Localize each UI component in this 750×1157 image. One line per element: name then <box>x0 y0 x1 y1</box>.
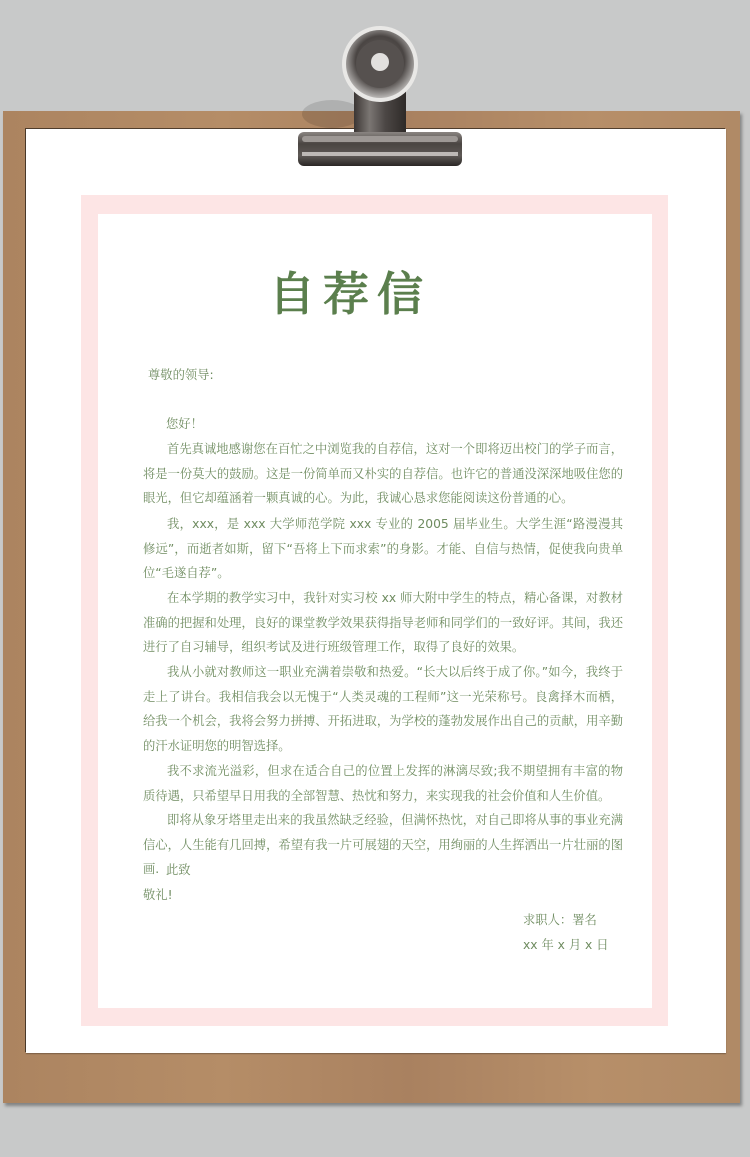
greeting: 您好！ <box>166 417 203 431</box>
paragraph-4: 我从小就对教师这一职业充满着崇敬和热爱。“长大以后终于成了你。”如今，我终于走上了讲台。我相信我会以无愧于“人类灵魂的工程师”这一光荣称号。良禽择木而栖，给我一个机会，我将会努力拼搏、开拓进取，为学校的蓬勃发展作出自己的贡献，用辛勤的汗水证明您的明智选择。 <box>143 665 623 754</box>
paragraph-2: 我，xxx，是 xxx 大学师范学院 xxx 专业的 2005 届毕业生。大学生涯“路漫漫其修远”，而逝者如斯，留下“吾将上下而求索”的身影。才能、自信与热情，促使我向贵单位“毛遂自荐”。 <box>143 517 623 581</box>
salutation: 尊敬的领导: <box>148 368 214 382</box>
closing-line-2: 敬礼! <box>143 888 173 902</box>
paragraph-1: 首先真诚地感谢您在百忙之中浏览我的自荐信，这对一个即将迈出校门的学子而言，将是一份莫大的鼓励。这是一份简单而又朴实的自荐信。也许它的普通没深深地吸住您的眼光，但它却蕴涵着一颗真诚的心。为此，我诚心恳求您能阅读这份普通的心。 <box>143 442 623 506</box>
paragraph-6: 即将从象牙塔里走出来的我虽然缺乏经验，但满怀热忱，对自己即将从事的事业充满信心，人生能有几回搏，希望有我一片可展翅的天空，用绚丽的人生挥洒出一片壮丽的图画. <box>143 813 623 877</box>
binder-clip-icon <box>296 24 464 170</box>
paragraph-3: 在本学期的教学实习中，我针对实习校 xx 师大附中学生的特点，精心备课，对教材准确的把握和处理，良好的课堂教学效果获得指导老师和同学们的一致好评。其间，我还进行了自习辅导，组织考试及进行班级管理工作，取得了良好的效果。 <box>143 591 623 655</box>
signature: 求职人：署名 <box>523 913 597 927</box>
paragraph-5: 我不求流光溢彩，但求在适合自己的位置上发挥的淋漓尽致;我不期望拥有丰富的物质待遇，只希望早日用我的全部智慧、热忱和努力，来实现我的社会价值和人生价值。 <box>143 764 623 803</box>
date: xx 年 x 月 x 日 <box>523 938 609 952</box>
closing-line-1: 此致 <box>166 863 191 877</box>
page-title: 自荐信 <box>269 267 431 321</box>
